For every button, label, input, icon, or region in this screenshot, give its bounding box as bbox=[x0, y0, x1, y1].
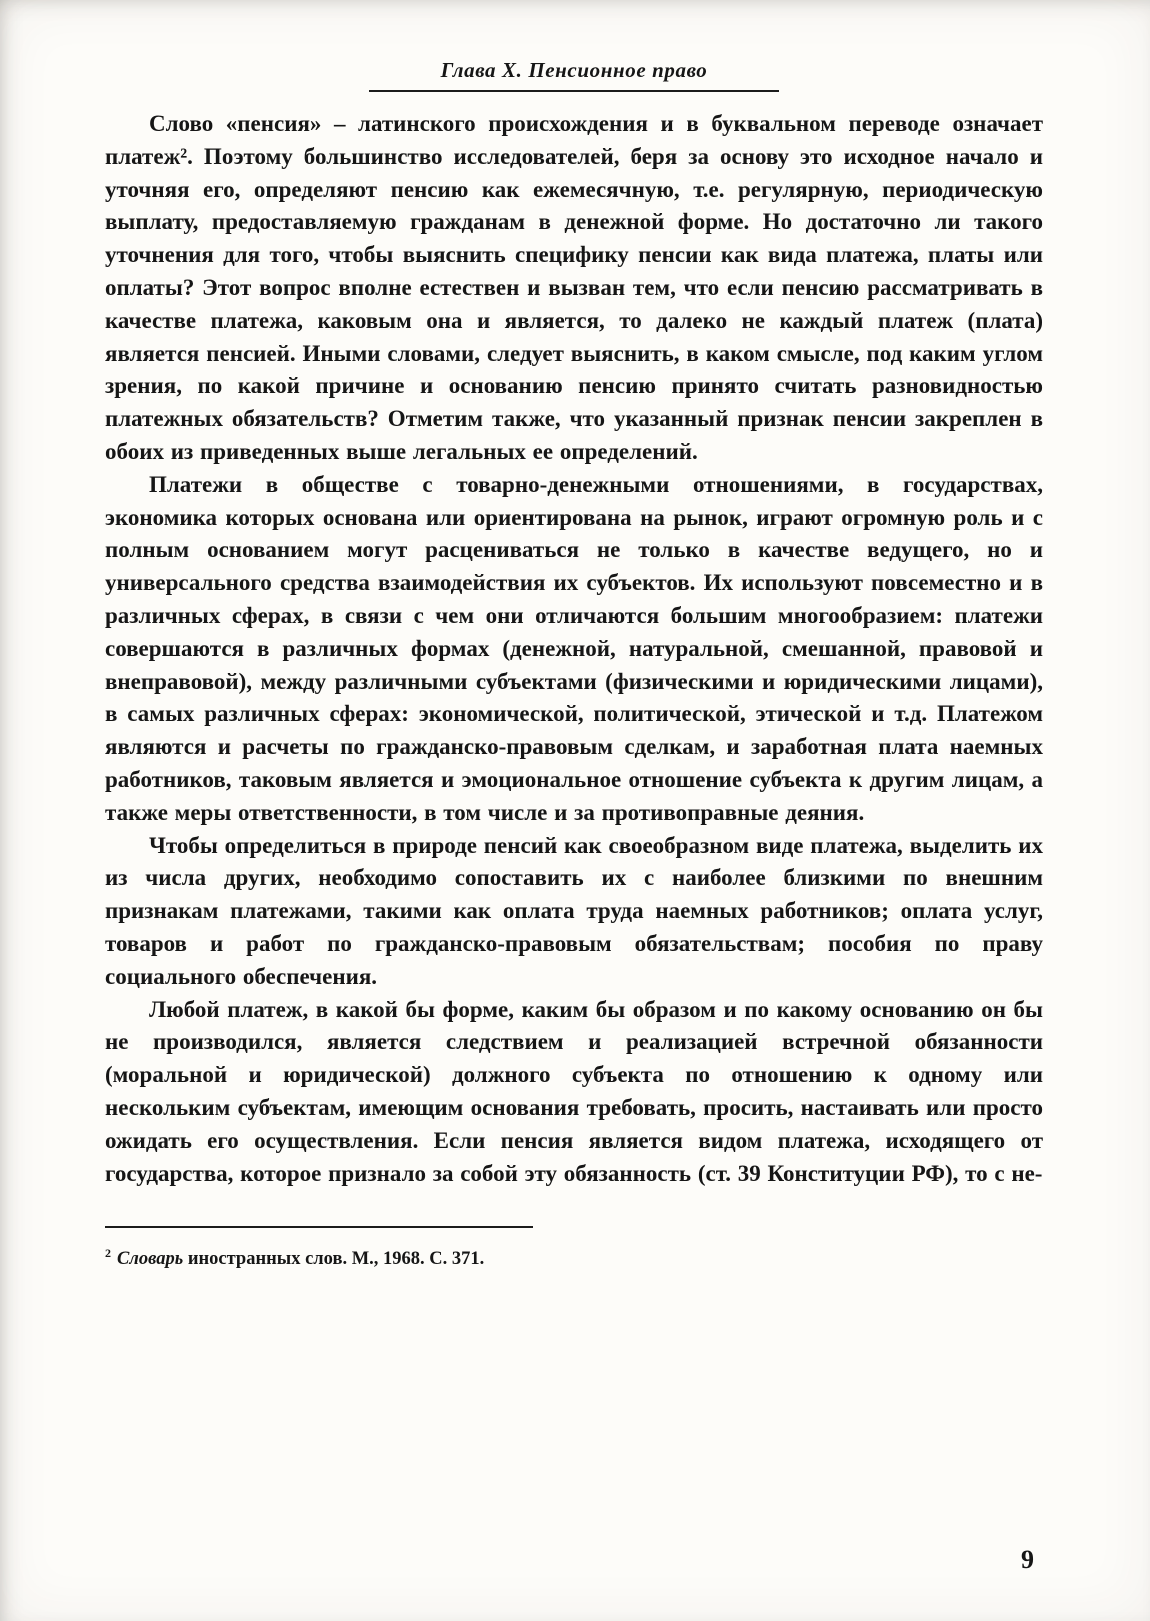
footnote bbox=[105, 1240, 1043, 1272]
chapter-title: Глава X. Пенсионное право bbox=[369, 58, 780, 92]
footnote-marker: 2 bbox=[105, 1246, 111, 1261]
page-body bbox=[105, 108, 1043, 1190]
body-paragraph: Слово «пенсия» – латинского происхождения и в буквальном переводе означает платеж². Поэтому большинство исследователей, беря за основу это исходное начало и уточняя его, определяют пенсию как ежемесячную, т.е. регулярную, периодическую выплату, предоставляемую гражданам в денежной форме. Но достаточно ли такого уточнения для того, чтобы выяснить специфику пенсии как вида платежа, платы или оплаты? Этот вопрос вполне естествен и вызван тем, что если пенсию рассматривать в качестве платежа, каковым она и является, то далеко не каждый платеж (плата) является пенсией. Иными словами, следует выяснить, в каком смысле, под каким углом зрения, по какой причине и основанию пенсию принято считать разновидностью платежных обязательств? Отметим также, что указанный признак пенсии закреплен в обоих из приведенных выше легальных ее определений. bbox=[105, 111, 1043, 464]
footnote-source-italic: Словарь bbox=[117, 1249, 184, 1270]
body-paragraph: Платежи в обществе с товарно-денежными отношениями, в государствах, экономика которых основана или ориентирована на рынок, играют огромную роль и с полным основанием могут расцениваться не только в качестве ведущего, но и универсального средства взаимодействия их субъектов. Их используют повсеместно и в различных сферах, в связи с чем они отличаются большим многообразием: платежи совершаются в различных формах (денежной, натуральной, смешанной, правовой и внеправовой), между различными субъектами (физическими и юридическими лицами), в самых различных сферах: экономической, политической, этической и т.д. Платежом являются и расчеты по гражданско-правовым сделкам, и заработная плата наемных работников, таковым является и эмоциональное отношение субъекта к другим лицам, а также меры ответственности, в том числе и за противоправные деяния. bbox=[105, 471, 1043, 825]
chapter-header bbox=[105, 58, 1043, 92]
body-paragraph: Чтобы определиться в природе пенсий как своеобразном виде платежа, выделить их из числа других, необходимо сопоставить их с наиболее близкими по внешним признакам платежами, такими как оплата труда наемных работников; оплата услуг, товаров и работ по гражданско-правовым обязательствам; пособия по праву социального обеспечения. bbox=[105, 832, 1043, 989]
page-number: 9 bbox=[1021, 1545, 1034, 1574]
body-paragraph: Любой платеж, в какой бы форме, каким бы образом и по какому основанию он бы не производился, является следствием и реализацией встречной обязанности (моральной и юридической) должного субъекта по отношению к одному или нескольким субъектам, имеющим основания требовать, просить, настаивать или просто ожидать его осуществления. Если пенсия является видом платежа, исходящего от государства, которое признало за собой эту обязанность (ст. 39 Конституции РФ), то с не- bbox=[105, 996, 1043, 1186]
footnote-text: иностранных слов. М., 1968. С. 371. bbox=[187, 1249, 485, 1270]
footnote-separator bbox=[105, 1226, 533, 1228]
